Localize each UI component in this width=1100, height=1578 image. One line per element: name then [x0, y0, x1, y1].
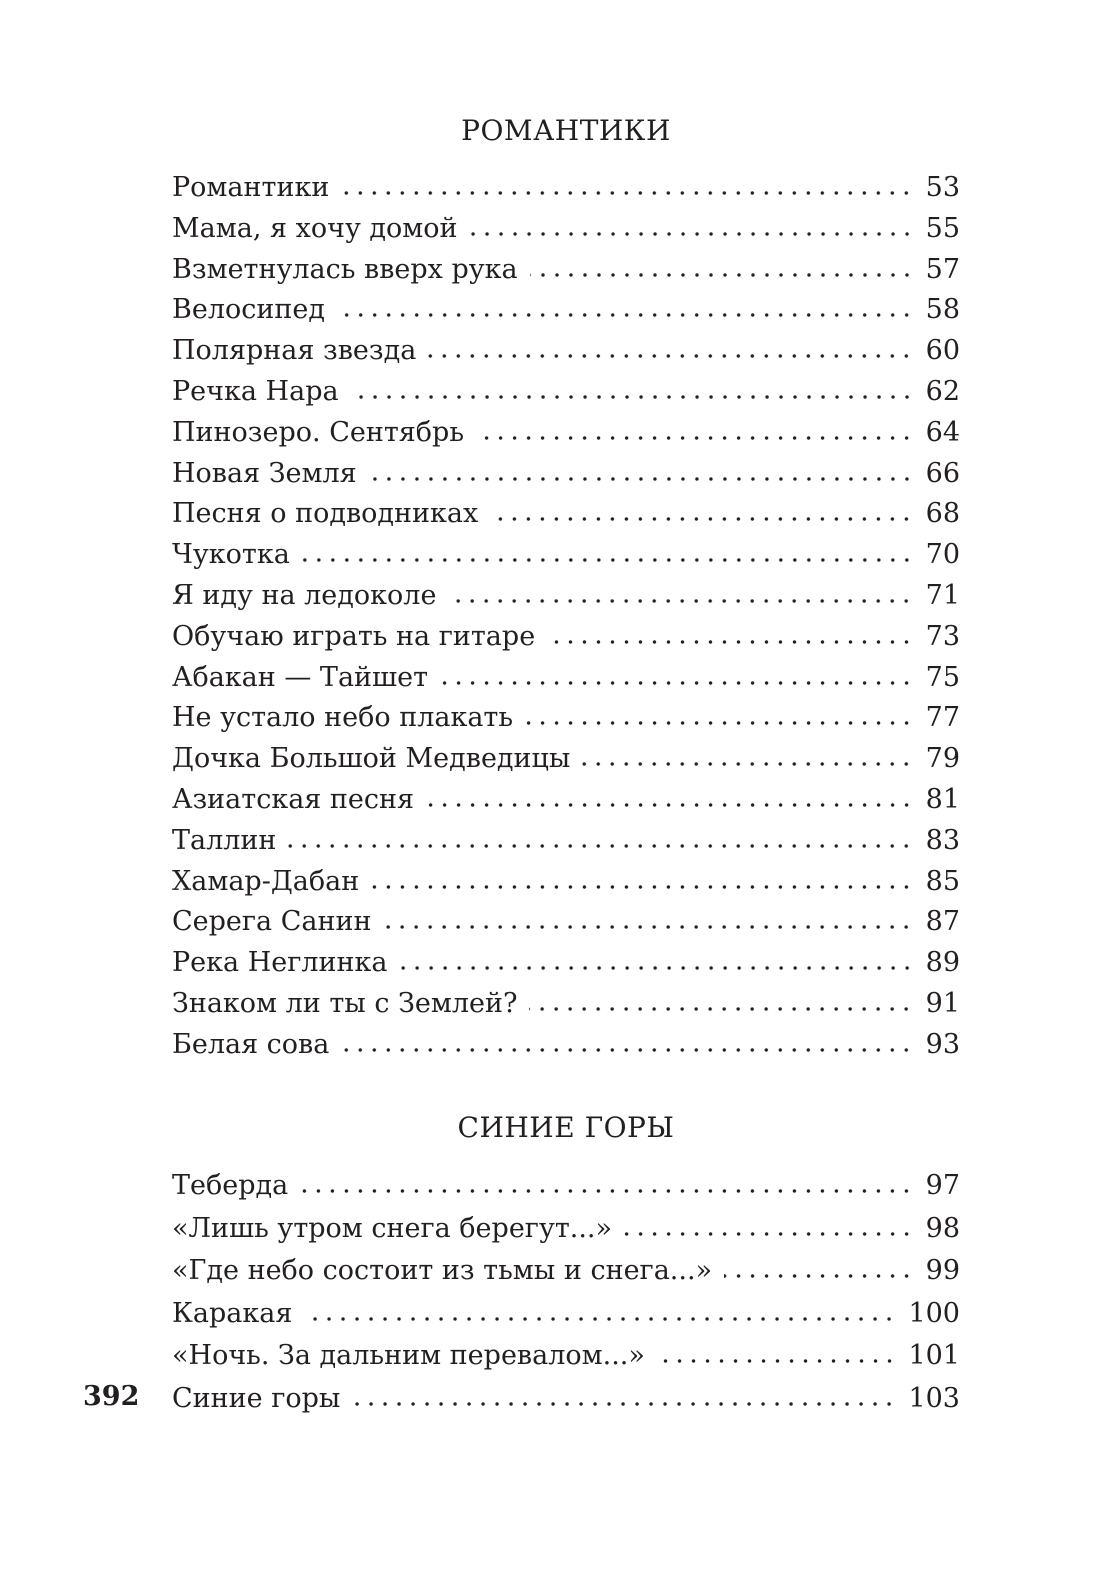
toc-entry-page: 91 — [925, 987, 960, 1019]
toc-entry-page: 71 — [925, 579, 960, 611]
toc-entry[interactable] — [172, 413, 960, 454]
toc-entry[interactable] — [172, 1335, 960, 1378]
dot-leader — [351, 394, 914, 400]
toc-entry-title: Знаком ли ты с Землей? — [172, 987, 518, 1019]
page-number: 392 — [83, 1381, 140, 1412]
toc-entry[interactable] — [172, 290, 960, 331]
toc-entry-title: Не устало небо плакать — [172, 702, 514, 734]
toc-entry-title: Абакан — Тайшет — [172, 661, 429, 693]
toc-entry[interactable] — [172, 372, 960, 413]
dot-leader — [724, 1273, 914, 1279]
toc-entry[interactable] — [172, 943, 960, 984]
toc-entry-title: Речка Нара — [172, 375, 339, 407]
dot-leader — [530, 272, 914, 278]
dot-leader — [440, 680, 914, 686]
toc-entry-title: Теберда — [172, 1170, 289, 1201]
dot-leader — [371, 884, 913, 890]
toc-entry-page: 99 — [925, 1255, 960, 1287]
toc-entry-page: 103 — [908, 1382, 960, 1414]
toc-entry-page: 98 — [925, 1212, 960, 1244]
toc-entry[interactable] — [172, 1293, 960, 1336]
toc-entry-page: 60 — [925, 335, 960, 367]
section-title-sinie-gory: СИНИЕ ГОРЫ — [457, 1111, 675, 1144]
dot-leader — [288, 843, 913, 849]
toc-entry[interactable] — [172, 1378, 960, 1421]
dot-leader — [657, 1358, 897, 1364]
dot-leader — [490, 516, 913, 522]
toc-entry[interactable] — [172, 780, 960, 821]
dot-leader — [352, 1401, 896, 1407]
toc-entry[interactable] — [172, 902, 960, 943]
dot-leader — [476, 435, 914, 441]
toc-entry-title: Романтики — [172, 172, 330, 203]
toc-entry-title: Взметнулась вверх рука — [172, 253, 518, 285]
toc-entry[interactable] — [172, 984, 960, 1025]
toc-entry-page: 83 — [925, 824, 960, 856]
toc-entry-title: Река Неглинка — [172, 947, 388, 979]
toc-entry-page: 62 — [925, 375, 960, 407]
toc-entry-page: 85 — [925, 865, 960, 897]
toc-entry-page: 70 — [925, 539, 960, 571]
toc-entry-page: 93 — [925, 1028, 960, 1060]
toc-entry-page: 81 — [925, 783, 960, 815]
toc-entry-title: Чукотка — [172, 539, 290, 571]
toc-entry[interactable] — [172, 535, 960, 576]
toc-entry-title: Мама, я хочу домой — [172, 212, 458, 244]
toc-entry[interactable] — [172, 1208, 960, 1251]
section-title-romantiki: РОМАНТИКИ — [461, 114, 671, 147]
toc-list-romantiki — [172, 168, 960, 1066]
toc-entry-page: 57 — [925, 253, 960, 285]
dot-leader — [302, 557, 914, 563]
toc-entry[interactable] — [172, 250, 960, 291]
toc-entry[interactable] — [172, 658, 960, 699]
toc-entry-title: Каракая — [172, 1297, 293, 1329]
dot-leader — [428, 353, 913, 359]
dot-leader — [547, 639, 913, 645]
toc-list-sinie-gory — [172, 1165, 960, 1421]
toc-entry-page: 97 — [925, 1170, 960, 1201]
dot-leader — [448, 598, 913, 604]
toc-entry-title: Я иду на ледоколе — [172, 579, 437, 611]
toc-entry-page: 101 — [908, 1340, 960, 1372]
toc-entry[interactable] — [172, 331, 960, 372]
toc-entry-title: Азиатская песня — [172, 783, 415, 815]
dot-leader — [337, 312, 914, 318]
toc-entry-page: 89 — [925, 947, 960, 979]
toc-entry-page: 58 — [925, 294, 960, 326]
toc-entry[interactable] — [172, 739, 960, 780]
toc-entry-title: Дочка Большой Медведицы — [172, 743, 571, 775]
toc-entry[interactable] — [172, 1165, 960, 1208]
dot-leader — [529, 1006, 913, 1012]
toc-entry[interactable] — [172, 698, 960, 739]
dot-leader — [369, 476, 914, 482]
toc-entry-title: Синие горы — [172, 1382, 341, 1414]
dot-leader — [300, 1188, 913, 1194]
toc-entry[interactable] — [172, 617, 960, 658]
dot-leader — [582, 761, 913, 767]
toc-entry-title: Полярная звезда — [172, 335, 417, 367]
toc-entry-title: Обучаю играть на гитаре — [172, 620, 536, 652]
toc-entry-title: Пинозеро. Сентябрь — [172, 416, 465, 448]
toc-entry[interactable] — [172, 821, 960, 862]
toc-entry[interactable] — [172, 1025, 960, 1066]
dot-leader — [525, 720, 914, 726]
toc-entry-title: Белая сова — [172, 1028, 330, 1060]
toc-entry[interactable] — [172, 576, 960, 617]
toc-entry[interactable] — [172, 862, 960, 903]
toc-entry[interactable] — [172, 209, 960, 250]
toc-entry-page: 55 — [925, 212, 960, 244]
dot-leader — [400, 965, 914, 971]
toc-entry-page: 79 — [925, 743, 960, 775]
toc-entry-page: 87 — [925, 906, 960, 938]
dot-leader — [624, 1231, 914, 1237]
toc-entry-page: 77 — [925, 702, 960, 734]
toc-entry-title: «Где небо состоит из тьмы и снега...» — [172, 1255, 713, 1287]
toc-entry-title: Хамар-Дабан — [172, 865, 360, 897]
toc-entry[interactable] — [172, 1250, 960, 1293]
toc-entry-title: «Лишь утром снега берегут...» — [172, 1212, 613, 1244]
toc-entry-title: Песня о подводниках — [172, 498, 479, 530]
dot-leader — [341, 190, 913, 196]
toc-entry[interactable] — [172, 494, 960, 535]
toc-entry-page: 64 — [925, 416, 960, 448]
toc-entry-page: 66 — [925, 457, 960, 489]
dot-leader — [470, 231, 914, 237]
toc-entry-page: 100 — [908, 1297, 960, 1329]
dot-leader — [341, 1047, 913, 1053]
toc-entry-page: 75 — [925, 661, 960, 693]
toc-entry-title: Серега Санин — [172, 906, 372, 938]
dot-leader — [304, 1316, 896, 1322]
toc-entry-title: Велосипед — [172, 294, 325, 326]
toc-entry-page: 68 — [925, 498, 960, 530]
toc-entry-title: Новая Земля — [172, 457, 357, 489]
toc-entry-page: 73 — [925, 620, 960, 652]
toc-entry[interactable] — [172, 168, 960, 209]
toc-entry-title: Таллин — [172, 824, 277, 856]
toc-entry-title: «Ночь. За дальним перевалом...» — [172, 1340, 645, 1372]
dot-leader — [383, 924, 913, 930]
toc-entry[interactable] — [172, 454, 960, 495]
toc-entry-page: 53 — [925, 172, 960, 203]
dot-leader — [426, 802, 914, 808]
